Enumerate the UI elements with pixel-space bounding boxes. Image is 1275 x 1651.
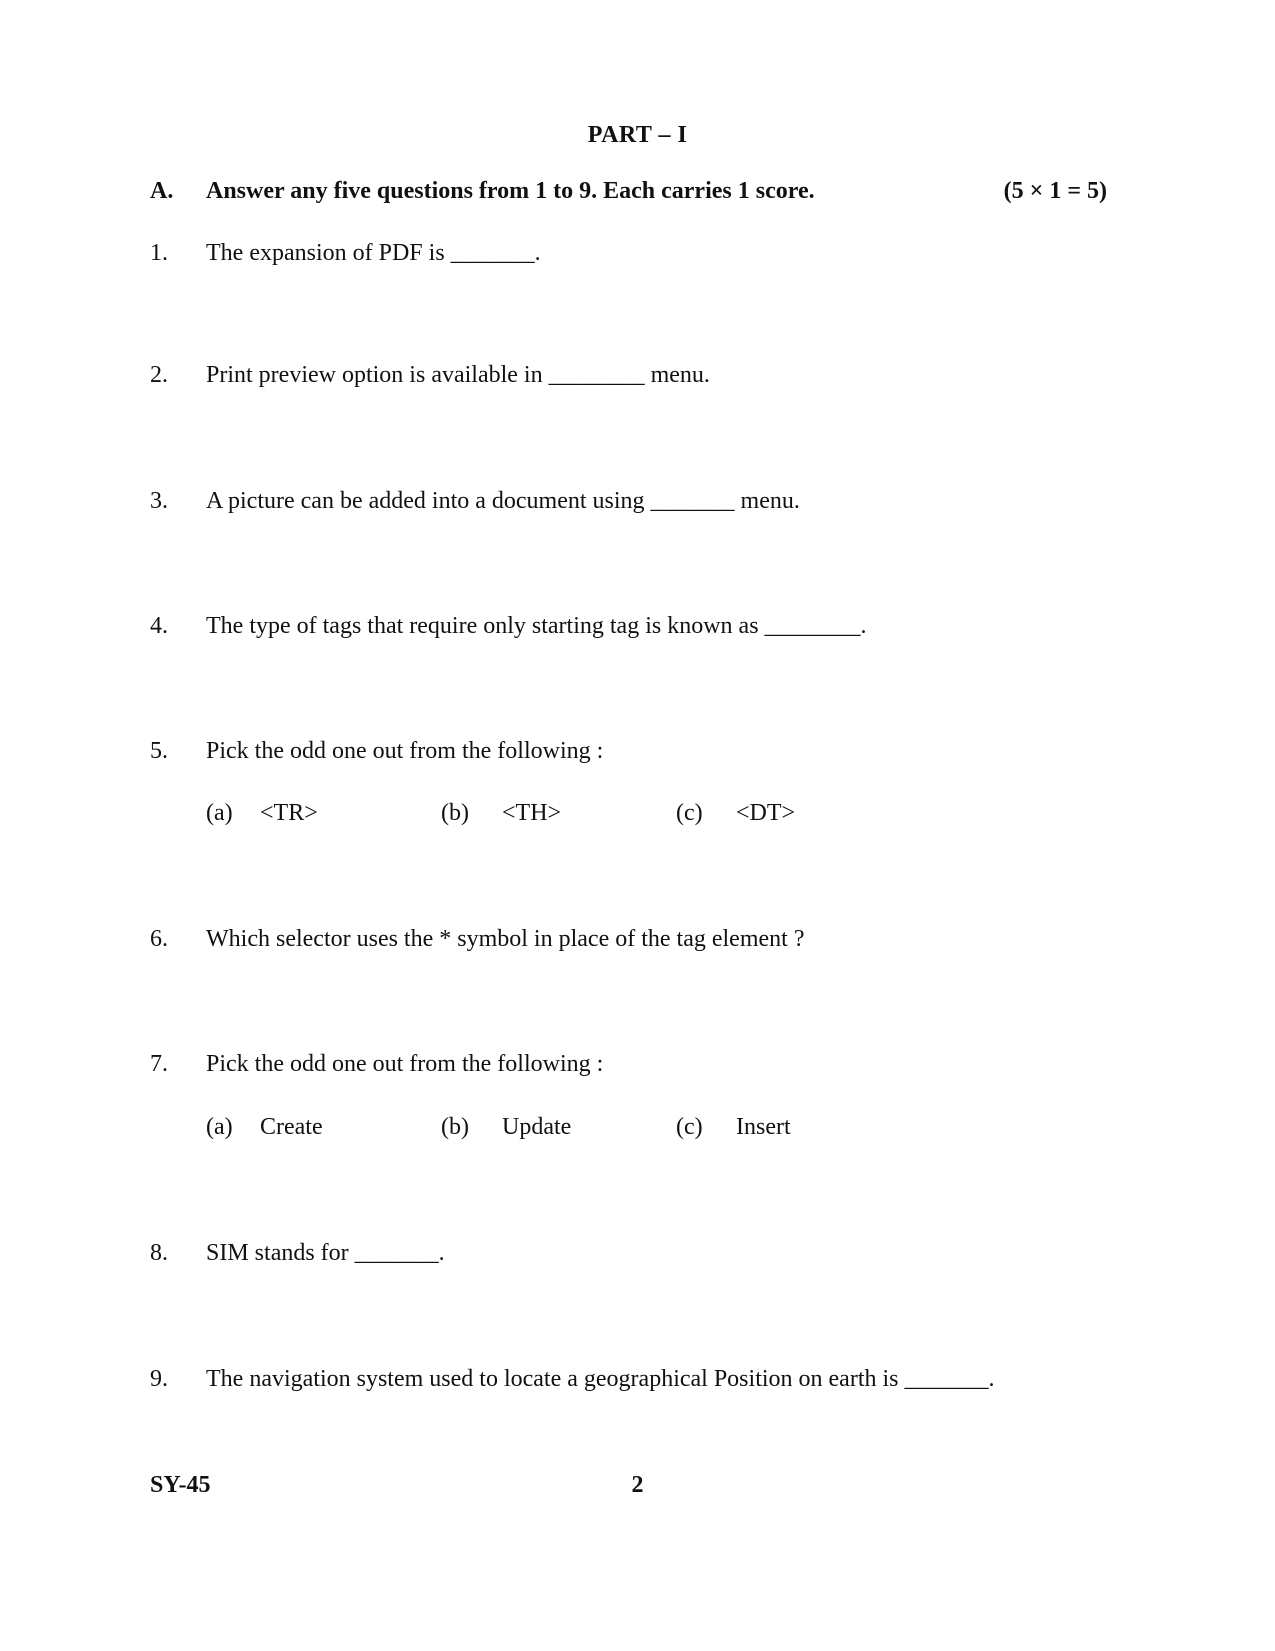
question-text: Pick the odd one out from the following : [206,1051,604,1077]
option-label: (c) [676,800,703,826]
option-label: (c) [676,1114,703,1140]
option-text: <DT> [736,800,796,826]
option-text: Update [502,1114,572,1140]
page-title: PART – I [587,122,688,148]
question-text: SIM stands for _______. [206,1240,445,1266]
question-number: 1. [150,240,168,266]
question-text: Print preview option is available in ________ menu. [206,362,710,388]
question-text: Which selector uses the * symbol in place of the tag element ? [206,926,805,952]
question-text: Pick the odd one out from the following : [206,738,604,764]
question-text: The expansion of PDF is _______. [206,240,541,266]
option-text: Create [260,1114,323,1140]
option-label: (b) [441,1114,469,1140]
option-label: (a) [206,1114,233,1140]
section-marks: (5 × 1 = 5) [1003,178,1107,204]
question-number: 7. [150,1051,168,1077]
option-label: (b) [441,800,469,826]
question-text: The type of tags that require only starting tag is known as ________. [206,613,867,639]
question-text: A picture can be added into a document using _______ menu. [206,488,800,514]
question-number: 9. [150,1366,168,1392]
option-text: <TR> [260,800,318,826]
question-number: 8. [150,1240,168,1266]
section-letter: A. [150,178,174,204]
question-number: 3. [150,488,168,514]
page-number: 2 [631,1472,644,1498]
option-label: (a) [206,800,233,826]
section-instruction: Answer any five questions from 1 to 9. Each carries 1 score. [206,178,815,204]
paper-code: SY-45 [150,1472,211,1498]
question-number: 4. [150,613,168,639]
option-text: <TH> [502,800,562,826]
question-number: 2. [150,362,168,388]
question-number: 6. [150,926,168,952]
question-text: The navigation system used to locate a geographical Position on earth is _______. [206,1366,995,1392]
question-number: 5. [150,738,168,764]
option-text: Insert [736,1114,791,1140]
